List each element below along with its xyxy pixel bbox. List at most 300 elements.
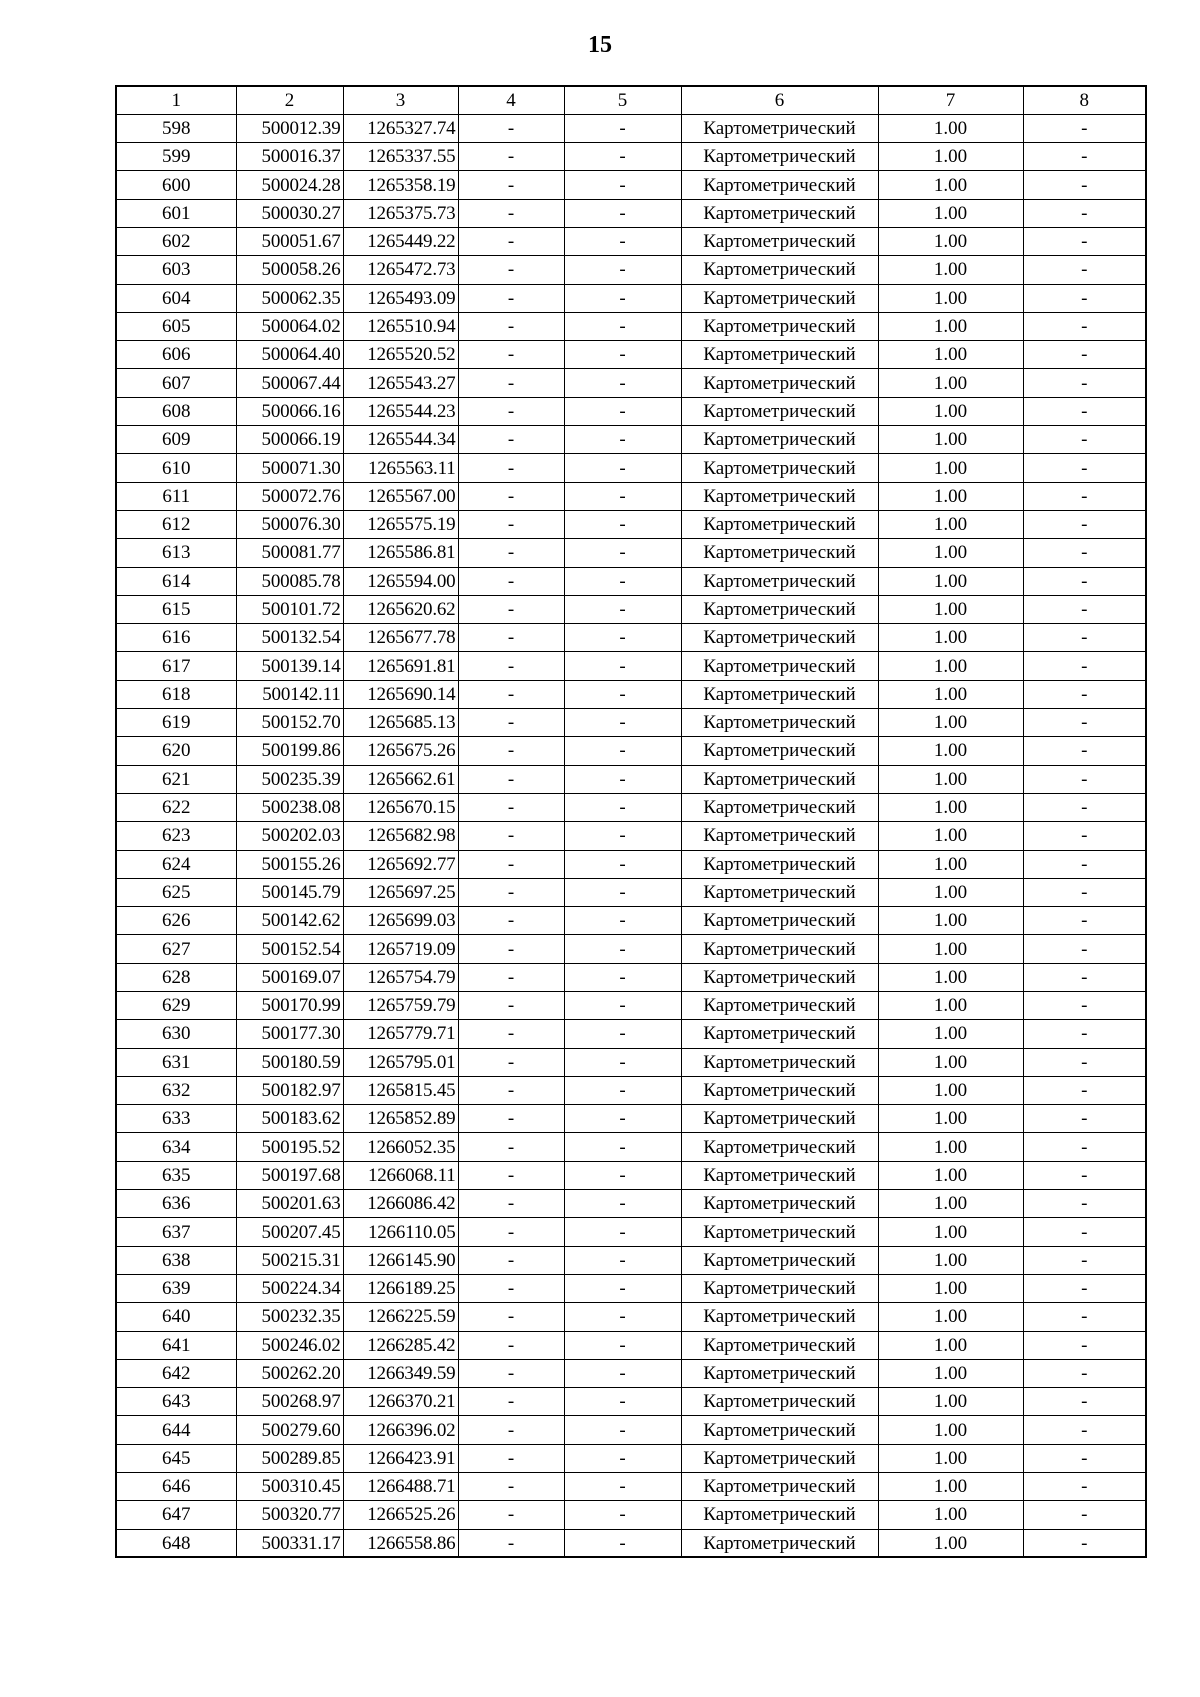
y-coordinate-cell: 1266110.05	[343, 1218, 458, 1246]
accuracy-cell: 1.00	[878, 1105, 1023, 1133]
col5-cell: -	[564, 1303, 681, 1331]
y-coordinate-cell: 1266189.25	[343, 1274, 458, 1302]
y-coordinate-cell: 1265699.03	[343, 907, 458, 935]
col8-cell: -	[1023, 793, 1146, 821]
method-cell: Картометрический	[681, 709, 878, 737]
col4-cell: -	[458, 822, 564, 850]
method-cell: Картометрический	[681, 312, 878, 340]
method-cell: Картометрический	[681, 850, 878, 878]
col4-cell: -	[458, 1190, 564, 1218]
table-row	[116, 199, 1146, 227]
x-coordinate-cell: 500180.59	[236, 1048, 343, 1076]
col8-cell: -	[1023, 510, 1146, 538]
col4-cell: -	[458, 426, 564, 454]
x-coordinate-cell: 500331.17	[236, 1529, 343, 1557]
col8-cell: -	[1023, 1501, 1146, 1529]
col5-cell: -	[564, 1416, 681, 1444]
col8-cell: -	[1023, 256, 1146, 284]
col8-cell: -	[1023, 1473, 1146, 1501]
col8-cell: -	[1023, 567, 1146, 595]
col4-cell: -	[458, 1076, 564, 1104]
table-row	[116, 114, 1146, 142]
accuracy-cell: 1.00	[878, 1190, 1023, 1218]
table-row	[116, 143, 1146, 171]
point-number-cell: 612	[116, 510, 236, 538]
x-coordinate-cell: 500262.20	[236, 1359, 343, 1387]
method-cell: Картометрический	[681, 1388, 878, 1416]
table-row	[116, 1274, 1146, 1302]
accuracy-cell: 1.00	[878, 1501, 1023, 1529]
table-row	[116, 1501, 1146, 1529]
x-coordinate-cell: 500132.54	[236, 624, 343, 652]
col5-cell: -	[564, 143, 681, 171]
x-coordinate-cell: 500066.16	[236, 397, 343, 425]
point-number-cell: 648	[116, 1529, 236, 1557]
point-number-cell: 627	[116, 935, 236, 963]
x-coordinate-cell: 500101.72	[236, 595, 343, 623]
method-cell: Картометрический	[681, 227, 878, 255]
col8-cell: -	[1023, 595, 1146, 623]
col4-cell: -	[458, 114, 564, 142]
col5-cell: -	[564, 341, 681, 369]
col4-cell: -	[458, 878, 564, 906]
point-number-cell: 603	[116, 256, 236, 284]
y-coordinate-cell: 1266285.42	[343, 1331, 458, 1359]
method-cell: Картометрический	[681, 595, 878, 623]
table-row	[116, 510, 1146, 538]
table-row	[116, 850, 1146, 878]
table-row	[116, 482, 1146, 510]
table-row	[116, 595, 1146, 623]
table-row	[116, 1473, 1146, 1501]
table-row	[116, 1359, 1146, 1387]
table-row	[116, 426, 1146, 454]
col5-cell: -	[564, 426, 681, 454]
point-number-cell: 623	[116, 822, 236, 850]
col8-cell: -	[1023, 1303, 1146, 1331]
point-number-cell: 609	[116, 426, 236, 454]
col5-cell: -	[564, 1274, 681, 1302]
y-coordinate-cell: 1265594.00	[343, 567, 458, 595]
col4-cell: -	[458, 1218, 564, 1246]
col8-cell: -	[1023, 652, 1146, 680]
col8-cell: -	[1023, 369, 1146, 397]
x-coordinate-cell: 500246.02	[236, 1331, 343, 1359]
col5-cell: -	[564, 1501, 681, 1529]
method-cell: Картометрический	[681, 1190, 878, 1218]
col5-cell: -	[564, 850, 681, 878]
method-cell: Картометрический	[681, 624, 878, 652]
accuracy-cell: 1.00	[878, 595, 1023, 623]
table-body	[116, 114, 1146, 1557]
point-number-cell: 625	[116, 878, 236, 906]
col8-cell: -	[1023, 1190, 1146, 1218]
col5-cell: -	[564, 227, 681, 255]
col4-cell: -	[458, 454, 564, 482]
x-coordinate-cell: 500139.14	[236, 652, 343, 680]
col4-cell: -	[458, 1444, 564, 1472]
col5-cell: -	[564, 1359, 681, 1387]
table-row	[116, 1218, 1146, 1246]
y-coordinate-cell: 1265682.98	[343, 822, 458, 850]
accuracy-cell: 1.00	[878, 1076, 1023, 1104]
col5-cell: -	[564, 114, 681, 142]
accuracy-cell: 1.00	[878, 143, 1023, 171]
col8-cell: -	[1023, 624, 1146, 652]
point-number-cell: 635	[116, 1161, 236, 1189]
col5-cell: -	[564, 199, 681, 227]
col5-cell: -	[564, 1246, 681, 1274]
point-number-cell: 615	[116, 595, 236, 623]
col4-cell: -	[458, 567, 564, 595]
col8-cell: -	[1023, 1246, 1146, 1274]
accuracy-cell: 1.00	[878, 935, 1023, 963]
method-cell: Картометрический	[681, 765, 878, 793]
method-cell: Картометрический	[681, 171, 878, 199]
method-cell: Картометрический	[681, 426, 878, 454]
col4-cell: -	[458, 793, 564, 821]
point-number-cell: 644	[116, 1416, 236, 1444]
y-coordinate-cell: 1265692.77	[343, 850, 458, 878]
col8-cell: -	[1023, 426, 1146, 454]
point-number-cell: 631	[116, 1048, 236, 1076]
x-coordinate-cell: 500310.45	[236, 1473, 343, 1501]
column-header: 6	[681, 86, 878, 114]
accuracy-cell: 1.00	[878, 1473, 1023, 1501]
col5-cell: -	[564, 1444, 681, 1472]
x-coordinate-cell: 500145.79	[236, 878, 343, 906]
col4-cell: -	[458, 510, 564, 538]
accuracy-cell: 1.00	[878, 1020, 1023, 1048]
table-row	[116, 454, 1146, 482]
col4-cell: -	[458, 369, 564, 397]
point-number-cell: 639	[116, 1274, 236, 1302]
col4-cell: -	[458, 1388, 564, 1416]
x-coordinate-cell: 500169.07	[236, 963, 343, 991]
point-number-cell: 634	[116, 1133, 236, 1161]
method-cell: Картометрический	[681, 199, 878, 227]
accuracy-cell: 1.00	[878, 1529, 1023, 1557]
x-coordinate-cell: 500155.26	[236, 850, 343, 878]
table-row	[116, 1303, 1146, 1331]
col8-cell: -	[1023, 1529, 1146, 1557]
accuracy-cell: 1.00	[878, 793, 1023, 821]
table-row	[116, 1331, 1146, 1359]
col4-cell: -	[458, 935, 564, 963]
accuracy-cell: 1.00	[878, 907, 1023, 935]
col8-cell: -	[1023, 963, 1146, 991]
method-cell: Картометрический	[681, 397, 878, 425]
x-coordinate-cell: 500238.08	[236, 793, 343, 821]
accuracy-cell: 1.00	[878, 652, 1023, 680]
x-coordinate-cell: 500071.30	[236, 454, 343, 482]
y-coordinate-cell: 1266068.11	[343, 1161, 458, 1189]
col5-cell: -	[564, 709, 681, 737]
table-row	[116, 539, 1146, 567]
table-row	[116, 1529, 1146, 1557]
y-coordinate-cell: 1265754.79	[343, 963, 458, 991]
point-number-cell: 643	[116, 1388, 236, 1416]
accuracy-cell: 1.00	[878, 284, 1023, 312]
x-coordinate-cell: 500067.44	[236, 369, 343, 397]
col8-cell: -	[1023, 1388, 1146, 1416]
table-row	[116, 1048, 1146, 1076]
column-header: 1	[116, 86, 236, 114]
method-cell: Картометрический	[681, 680, 878, 708]
accuracy-cell: 1.00	[878, 114, 1023, 142]
table-row	[116, 341, 1146, 369]
accuracy-cell: 1.00	[878, 510, 1023, 538]
y-coordinate-cell: 1266525.26	[343, 1501, 458, 1529]
col5-cell: -	[564, 1190, 681, 1218]
accuracy-cell: 1.00	[878, 1274, 1023, 1302]
accuracy-cell: 1.00	[878, 227, 1023, 255]
col5-cell: -	[564, 397, 681, 425]
col4-cell: -	[458, 1161, 564, 1189]
point-number-cell: 647	[116, 1501, 236, 1529]
y-coordinate-cell: 1265852.89	[343, 1105, 458, 1133]
col4-cell: -	[458, 737, 564, 765]
col8-cell: -	[1023, 1020, 1146, 1048]
x-coordinate-cell: 500085.78	[236, 567, 343, 595]
x-coordinate-cell: 500215.31	[236, 1246, 343, 1274]
table-row	[116, 567, 1146, 595]
y-coordinate-cell: 1265690.14	[343, 680, 458, 708]
col4-cell: -	[458, 624, 564, 652]
table-row	[116, 1190, 1146, 1218]
col4-cell: -	[458, 1416, 564, 1444]
col8-cell: -	[1023, 1444, 1146, 1472]
x-coordinate-cell: 500051.67	[236, 227, 343, 255]
table-row	[116, 737, 1146, 765]
col4-cell: -	[458, 1359, 564, 1387]
col8-cell: -	[1023, 1133, 1146, 1161]
accuracy-cell: 1.00	[878, 397, 1023, 425]
point-number-cell: 637	[116, 1218, 236, 1246]
point-number-cell: 645	[116, 1444, 236, 1472]
col8-cell: -	[1023, 397, 1146, 425]
x-coordinate-cell: 500232.35	[236, 1303, 343, 1331]
column-header: 5	[564, 86, 681, 114]
col8-cell: -	[1023, 907, 1146, 935]
col5-cell: -	[564, 1331, 681, 1359]
col8-cell: -	[1023, 482, 1146, 510]
y-coordinate-cell: 1265358.19	[343, 171, 458, 199]
point-number-cell: 632	[116, 1076, 236, 1104]
method-cell: Картометрический	[681, 1020, 878, 1048]
accuracy-cell: 1.00	[878, 1246, 1023, 1274]
table-row	[116, 935, 1146, 963]
col5-cell: -	[564, 765, 681, 793]
col8-cell: -	[1023, 992, 1146, 1020]
col8-cell: -	[1023, 822, 1146, 850]
x-coordinate-cell: 500207.45	[236, 1218, 343, 1246]
y-coordinate-cell: 1265779.71	[343, 1020, 458, 1048]
method-cell: Картометрический	[681, 1105, 878, 1133]
col8-cell: -	[1023, 199, 1146, 227]
point-number-cell: 629	[116, 992, 236, 1020]
y-coordinate-cell: 1265337.55	[343, 143, 458, 171]
method-cell: Картометрический	[681, 1161, 878, 1189]
col8-cell: -	[1023, 680, 1146, 708]
table-row	[116, 680, 1146, 708]
point-number-cell: 640	[116, 1303, 236, 1331]
accuracy-cell: 1.00	[878, 199, 1023, 227]
col8-cell: -	[1023, 850, 1146, 878]
col5-cell: -	[564, 1529, 681, 1557]
x-coordinate-cell: 500195.52	[236, 1133, 343, 1161]
col5-cell: -	[564, 907, 681, 935]
table-row	[116, 1246, 1146, 1274]
y-coordinate-cell: 1265685.13	[343, 709, 458, 737]
col8-cell: -	[1023, 709, 1146, 737]
point-number-cell: 613	[116, 539, 236, 567]
x-coordinate-cell: 500202.03	[236, 822, 343, 850]
x-coordinate-cell: 500072.76	[236, 482, 343, 510]
method-cell: Картометрический	[681, 1473, 878, 1501]
method-cell: Картометрический	[681, 1359, 878, 1387]
col4-cell: -	[458, 652, 564, 680]
table-row	[116, 963, 1146, 991]
method-cell: Картометрический	[681, 1529, 878, 1557]
accuracy-cell: 1.00	[878, 341, 1023, 369]
point-number-cell: 611	[116, 482, 236, 510]
table-row	[116, 652, 1146, 680]
col5-cell: -	[564, 963, 681, 991]
x-coordinate-cell: 500012.39	[236, 114, 343, 142]
table-row	[116, 878, 1146, 906]
accuracy-cell: 1.00	[878, 312, 1023, 340]
table-row	[116, 227, 1146, 255]
method-cell: Картометрический	[681, 1416, 878, 1444]
accuracy-cell: 1.00	[878, 624, 1023, 652]
accuracy-cell: 1.00	[878, 256, 1023, 284]
col8-cell: -	[1023, 114, 1146, 142]
point-number-cell: 646	[116, 1473, 236, 1501]
y-coordinate-cell: 1266052.35	[343, 1133, 458, 1161]
y-coordinate-cell: 1265719.09	[343, 935, 458, 963]
col8-cell: -	[1023, 312, 1146, 340]
y-coordinate-cell: 1266558.86	[343, 1529, 458, 1557]
col4-cell: -	[458, 1274, 564, 1302]
accuracy-cell: 1.00	[878, 963, 1023, 991]
col8-cell: -	[1023, 1218, 1146, 1246]
table-row	[116, 1076, 1146, 1104]
col5-cell: -	[564, 1105, 681, 1133]
x-coordinate-cell: 500142.11	[236, 680, 343, 708]
accuracy-cell: 1.00	[878, 1161, 1023, 1189]
col4-cell: -	[458, 907, 564, 935]
accuracy-cell: 1.00	[878, 426, 1023, 454]
table-row	[116, 284, 1146, 312]
point-number-cell: 633	[116, 1105, 236, 1133]
accuracy-cell: 1.00	[878, 1388, 1023, 1416]
y-coordinate-cell: 1265493.09	[343, 284, 458, 312]
y-coordinate-cell: 1266225.59	[343, 1303, 458, 1331]
accuracy-cell: 1.00	[878, 822, 1023, 850]
x-coordinate-cell: 500199.86	[236, 737, 343, 765]
col8-cell: -	[1023, 935, 1146, 963]
point-number-cell: 605	[116, 312, 236, 340]
accuracy-cell: 1.00	[878, 454, 1023, 482]
col5-cell: -	[564, 369, 681, 397]
accuracy-cell: 1.00	[878, 539, 1023, 567]
table-row	[116, 907, 1146, 935]
point-number-cell: 616	[116, 624, 236, 652]
col4-cell: -	[458, 1048, 564, 1076]
method-cell: Картометрический	[681, 652, 878, 680]
col8-cell: -	[1023, 1076, 1146, 1104]
col8-cell: -	[1023, 454, 1146, 482]
method-cell: Картометрический	[681, 341, 878, 369]
accuracy-cell: 1.00	[878, 992, 1023, 1020]
col8-cell: -	[1023, 1274, 1146, 1302]
col8-cell: -	[1023, 737, 1146, 765]
method-cell: Картометрический	[681, 482, 878, 510]
point-number-cell: 601	[116, 199, 236, 227]
col8-cell: -	[1023, 143, 1146, 171]
col5-cell: -	[564, 935, 681, 963]
col5-cell: -	[564, 539, 681, 567]
method-cell: Картометрический	[681, 737, 878, 765]
method-cell: Картометрический	[681, 1331, 878, 1359]
accuracy-cell: 1.00	[878, 1444, 1023, 1472]
point-number-cell: 638	[116, 1246, 236, 1274]
point-number-cell: 599	[116, 143, 236, 171]
x-coordinate-cell: 500170.99	[236, 992, 343, 1020]
column-header: 2	[236, 86, 343, 114]
page-number: 15	[588, 32, 612, 58]
method-cell: Картометрический	[681, 1444, 878, 1472]
accuracy-cell: 1.00	[878, 1416, 1023, 1444]
col8-cell: -	[1023, 1331, 1146, 1359]
method-cell: Картометрический	[681, 793, 878, 821]
method-cell: Картометрический	[681, 1218, 878, 1246]
col5-cell: -	[564, 1218, 681, 1246]
point-number-cell: 624	[116, 850, 236, 878]
col4-cell: -	[458, 1133, 564, 1161]
table-row	[116, 1444, 1146, 1472]
method-cell: Картометрический	[681, 256, 878, 284]
x-coordinate-cell: 500177.30	[236, 1020, 343, 1048]
x-coordinate-cell: 500058.26	[236, 256, 343, 284]
y-coordinate-cell: 1265586.81	[343, 539, 458, 567]
table-row	[116, 793, 1146, 821]
method-cell: Картометрический	[681, 935, 878, 963]
table-row	[116, 1020, 1146, 1048]
y-coordinate-cell: 1265520.52	[343, 341, 458, 369]
y-coordinate-cell: 1265675.26	[343, 737, 458, 765]
col8-cell: -	[1023, 284, 1146, 312]
col5-cell: -	[564, 284, 681, 312]
col5-cell: -	[564, 652, 681, 680]
y-coordinate-cell: 1265575.19	[343, 510, 458, 538]
x-coordinate-cell: 500235.39	[236, 765, 343, 793]
col5-cell: -	[564, 482, 681, 510]
col4-cell: -	[458, 227, 564, 255]
col8-cell: -	[1023, 878, 1146, 906]
y-coordinate-cell: 1265510.94	[343, 312, 458, 340]
point-number-cell: 614	[116, 567, 236, 595]
table-row	[116, 312, 1146, 340]
method-cell: Картометрический	[681, 143, 878, 171]
point-number-cell: 617	[116, 652, 236, 680]
accuracy-cell: 1.00	[878, 482, 1023, 510]
col4-cell: -	[458, 680, 564, 708]
accuracy-cell: 1.00	[878, 567, 1023, 595]
accuracy-cell: 1.00	[878, 369, 1023, 397]
method-cell: Картометрический	[681, 1274, 878, 1302]
